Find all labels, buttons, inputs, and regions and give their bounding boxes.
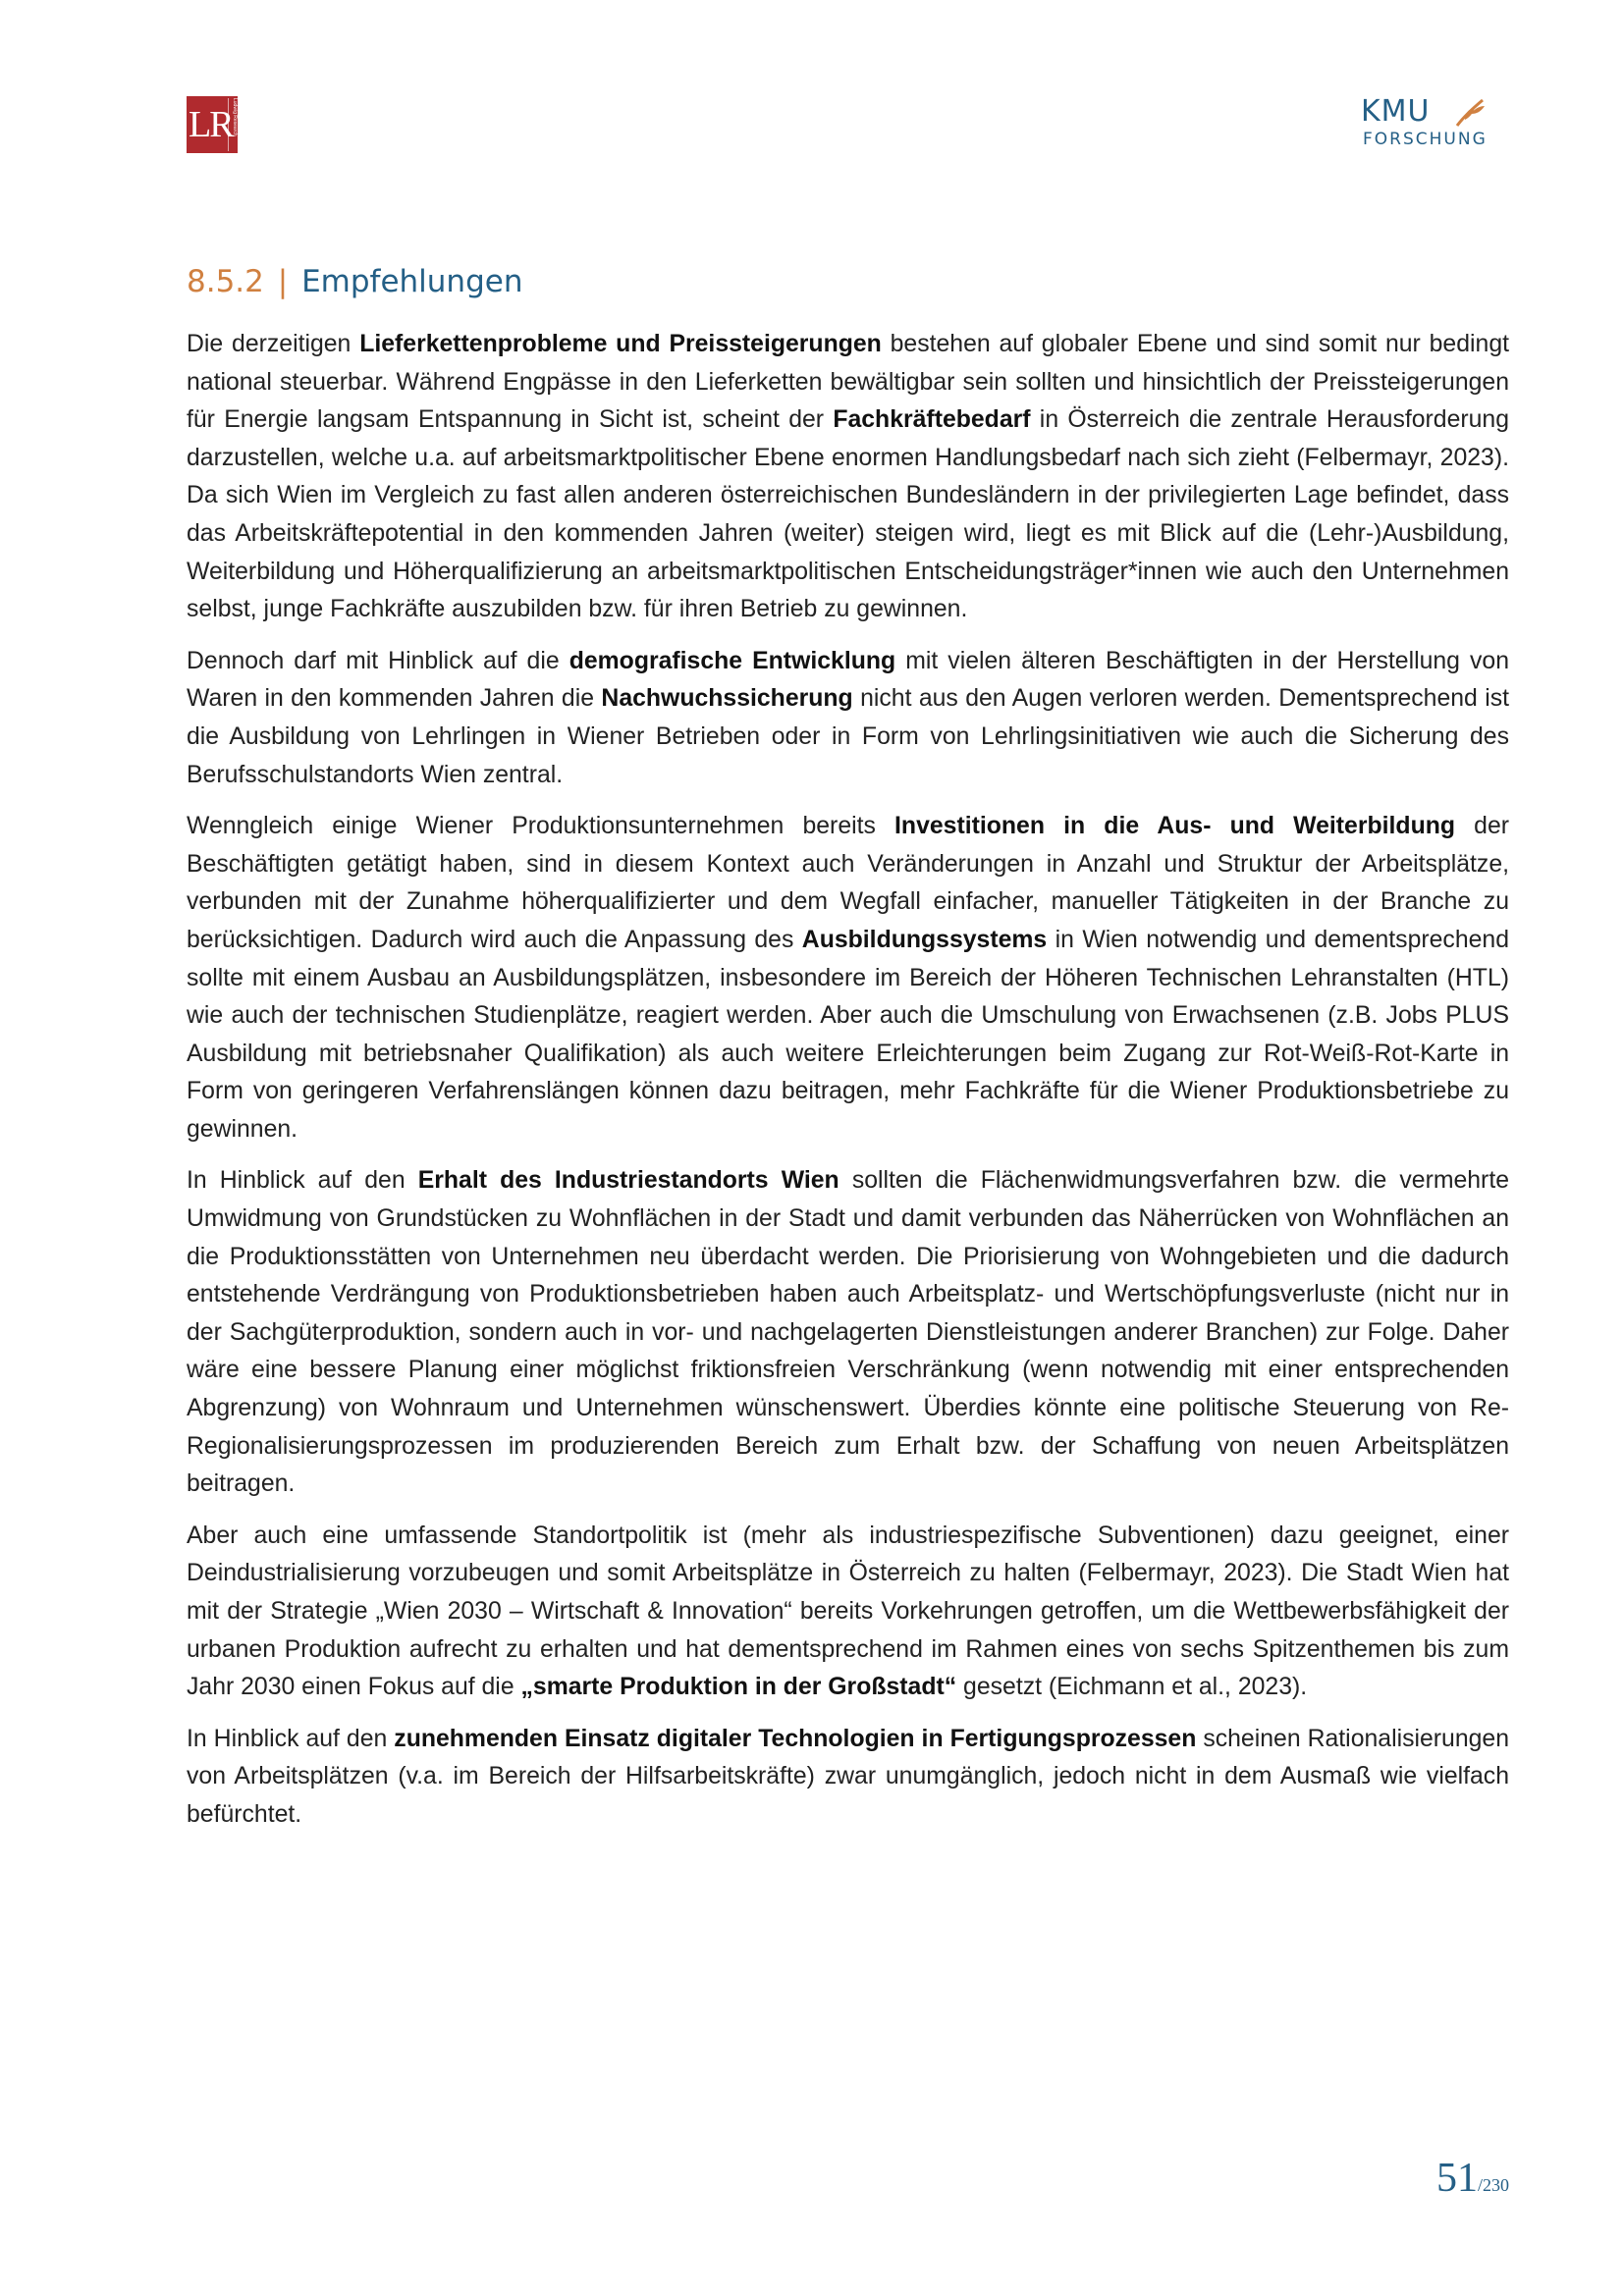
paragraph: [187, 1721, 1509, 1835]
text-run: Die derzeitigen: [187, 331, 360, 357]
text-run: Wenngleich einige Wiener Produktionsunternehmen bereits: [187, 813, 895, 840]
page-number-current: 51: [1435, 2156, 1478, 2201]
lr-logo: [187, 96, 238, 153]
body-text: [187, 326, 1509, 1835]
emphasis-text: Investitionen in die Aus- und Weiterbildung: [894, 813, 1456, 840]
text-run: Dennoch darf mit Hinblick auf die: [187, 647, 569, 674]
paragraph: [187, 1518, 1509, 1707]
text-run: Aber auch eine umfassende Standortpolitik ist (mehr als industriespezifische Subventionen) dazu geeignet, einer Deindustrialisierung vorzubeugen und somit Arbeitsplätze in Österreich zu halten (Felbermayr, 2023). Die Stadt Wien hat mit der Strategie „Wien 2030 – Wirtschaft & Innovation“ bereits Vorkehrungen getroffen, um die Wettbewerbsfähigkeit der urbanen Produktion aufrecht zu erhalten und hat dementsprechend im Rahmen eines von sechs Spitzenthemen bis zum Jahr 2030 einen Fokus auf die: [187, 1522, 1509, 1701]
text-run: In Hinblick auf den: [187, 1725, 395, 1752]
leaf-icon: [1453, 96, 1487, 128]
emphasis-text: Nachwuchssicherung: [601, 685, 853, 713]
text-run: scheinen Rationalisierungen von Arbeitsplätzen (v.a. im Bereich der Hilfsarbeitskräfte) zwar unumgänglich, jedoch nicht in dem Ausmaß wie vielfach befürchtet.: [187, 1725, 1509, 1828]
section-title: Empfehlungen: [301, 264, 523, 299]
text-run: in Wien notwendig und dementsprechend sollte mit einem Ausbau an Ausbildungsplätzen, insbesondere im Bereich der Höheren Technischen Lehranstalten (HTL) wie auch der technischen Studienplätze, reagiert werden. Aber auch die Umschulung von Erwachsenen (z.B. Jobs PLUS Ausbildung mit betriebsnaher Qualifikation) als auch weitere Erleichterungen beim Zugang zur Rot-Weiß-Rot-Karte in Form von geringeren Verfahrenslängen können dazu beitragen, mehr Fachkräfte für die Wiener Produktionsbetriebe zu gewinnen.: [187, 926, 1509, 1143]
section-heading: [187, 257, 1509, 306]
paragraph: [187, 643, 1509, 794]
page-number-total: /230: [1477, 2175, 1509, 2195]
text-run: mit vielen älteren Beschäftigten in der Herstellung von Waren in den kommenden Jahren die: [187, 647, 1509, 713]
lr-logo-text: LR: [189, 104, 233, 145]
paragraph: [187, 326, 1509, 629]
emphasis-text: Ausbildungssystems: [801, 926, 1048, 953]
emphasis-text: demografische Entwicklung: [568, 647, 896, 674]
text-run: gesetzt (Eichmann et al., 2023).: [956, 1674, 1308, 1701]
text-run: nicht aus den Augen verloren werden. Dementsprechend ist die Ausbildung von Lehrlingen in Wiener Betrieben oder in Form von Lehrlingsinitiativen wie auch die Sicherung des Berufsschulstandorts Wien zentral.: [187, 685, 1509, 788]
text-run: In Hinblick auf den: [187, 1167, 418, 1195]
emphasis-text: zunehmenden Einsatz digitaler Technologien in Fertigungsprozessen: [394, 1725, 1197, 1752]
emphasis-text: „smarte Produktion in der Großstadt“: [520, 1674, 957, 1701]
page-number: [1394, 2155, 1509, 2202]
section-number: 8.5.2: [187, 264, 264, 299]
text-run: in Österreich die zentrale Herausforderung darzustellen, welche u.a. auf arbeitsmarktpolitischer Ebene enormen Handlungsbedarf nach sich zieht (Felbermayr, 2023). Da sich Wien im Vergleich zu fast allen anderen österreichischen Bundesländern in der privilegierten Lage befindet, dass das Arbeitskräftepotential in den kommenden Jahren (weiter) steigen wird, liegt es mit Blick auf die (Lehr-)Ausbildung, Weiterbildung und Höherqualifizierung an arbeitsmarktpolitischen Entscheidungsträger*innen wie auch den Unternehmen selbst, junge Fachkräfte auszubilden bzw. für ihren Betrieb zu gewinnen.: [187, 406, 1509, 623]
page-content: [187, 257, 1509, 1848]
emphasis-text: Erhalt des Industriestandorts Wien: [417, 1167, 839, 1195]
text-run: sollten die Flächenwidmungsverfahren bzw. die vermehrte Umwidmung von Grundstücken zu Wohnflächen in der Stadt und damit verbunden das Näherrücken von Wohnflächen an die Produktionsstätten von Unternehmen neu überdacht werden. Die Priorisierung von Wohngebieten und die dadurch entstehende Verdrängung von Produktionsbetrieben haben auch Arbeitsplatz- und Wertschöpfungsverluste (nicht nur in der Sachgüterproduktion, sondern auch in vor- und nachgelagerten Dienstleistungen anderer Branchen) zur Folge. Daher wäre eine bessere Planung einer möglichst friktionsfreien Verschränkung (wenn notwendig mit einer entsprechenden Abgrenzung) von Wohnraum und Unternehmen wünschenswert. Überdies könnte eine politische Steuerung von Re-Regionalisierungsprozessen im produzierenden Bereich zum Erhalt bzw. der Schaffung von neuen Arbeitsplätzen beitragen.: [187, 1167, 1509, 1498]
kmu-logo-subtitle: FORSCHUNG: [1363, 130, 1488, 149]
paragraph: [187, 1162, 1509, 1503]
emphasis-text: Fachkräftebedarf: [833, 406, 1031, 434]
lr-logo-side-text: Ludwig Research: [228, 98, 237, 151]
kmu-logo-title: KMU: [1361, 94, 1431, 129]
text-run: bestehen auf globaler Ebene und sind somit nur bedingt national steuerbar. Während Engpässe in den Lieferketten bewältigbar sein sollten und hinsichtlich der Preissteigerungen für Energie langsam Entspannung in Sicht ist, scheint der: [187, 331, 1509, 434]
section-separator: |: [277, 264, 289, 299]
paragraph: [187, 808, 1509, 1148]
emphasis-text: Lieferkettenprobleme und Preissteigerungen: [359, 331, 882, 357]
text-run: der Beschäftigten getätigt haben, sind in diesem Kontext auch Veränderungen in Anzahl und Struktur der Arbeitsplätze, verbunden mit der Zunahme höherqualifizierter und dem Wegfall einfacher, manueller Tätigkeiten in der Branche zu berücksichtigen. Dadurch wird auch die Anpassung des: [187, 813, 1509, 953]
kmu-forschung-logo: [1361, 94, 1489, 153]
